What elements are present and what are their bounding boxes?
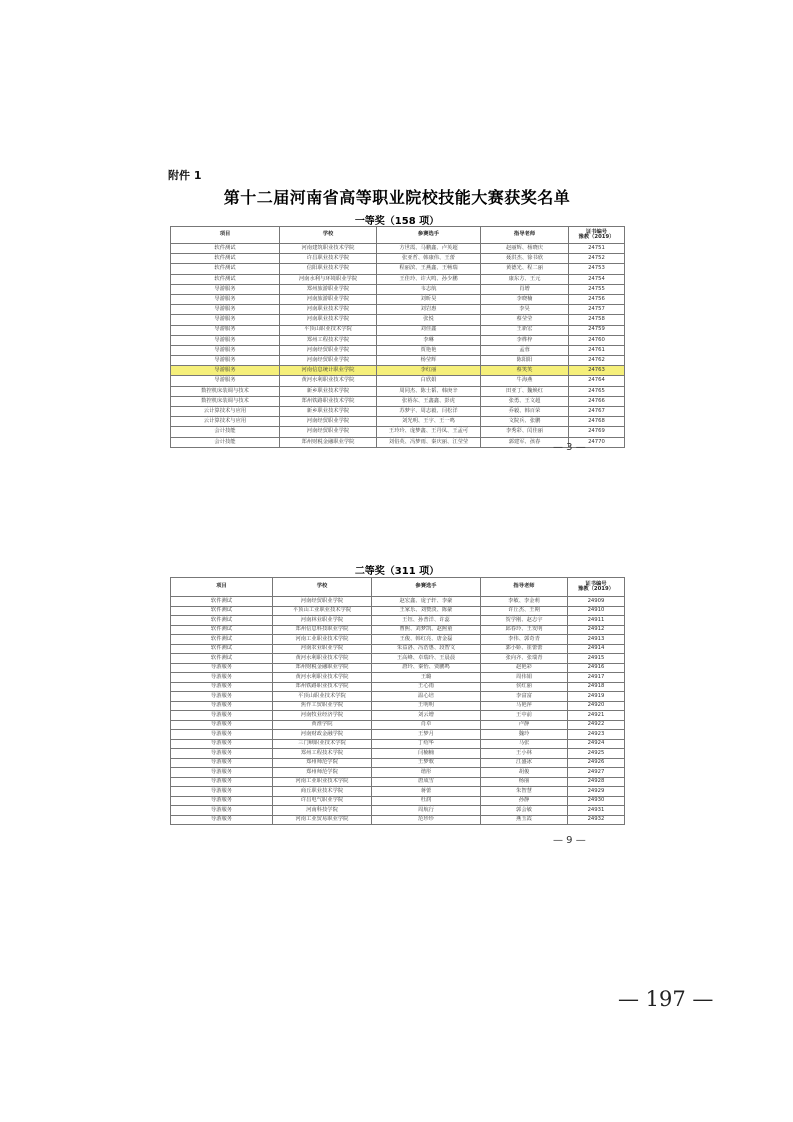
cell-project: 导游服务	[171, 768, 273, 778]
cell-school: 郑州师范学院	[273, 758, 372, 768]
cell-school: 新乡职业技术学院	[280, 407, 377, 417]
cell-school: 郑州师范学院	[273, 768, 372, 778]
cell-project: 导游服务	[171, 796, 273, 806]
second-prize-table	[170, 577, 625, 825]
cell-certificate-no: 24929	[568, 787, 625, 797]
cell-school: 河南农业职业学院	[273, 644, 372, 654]
table-row	[171, 806, 625, 816]
cell-school: 焦作工贸职业学院	[273, 701, 372, 711]
table-row	[171, 644, 625, 654]
cell-contestants: 张悦	[377, 315, 481, 325]
cell-school: 河南经贸职业学院	[273, 597, 372, 607]
cell-school: 河南经贸职业学院	[280, 417, 377, 427]
cell-project: 导游服务	[171, 806, 273, 816]
cell-school: 河南牧业经济学院	[273, 711, 372, 721]
cell-project: 软件测试	[171, 616, 273, 626]
cell-contestants: 赵宏鑫、庞子轩、李豪	[372, 597, 481, 607]
cell-school: 三门峡职业技术学院	[273, 739, 372, 749]
cell-contestants: 周航行	[372, 806, 481, 816]
cell-contestants: 刘云增	[372, 711, 481, 721]
cell-project: 会计技能	[171, 437, 280, 447]
cell-certificate-no: 24931	[568, 806, 625, 816]
cell-instructors: 李伟、郭奇青	[481, 635, 568, 645]
cell-contestants: 张亚哲、韩康伟、王蕾	[377, 254, 481, 264]
cell-instructors: 黄德光、程二丽	[481, 264, 569, 274]
cell-instructors: 郭会敏	[481, 806, 568, 816]
cell-school: 河南经贸职业学院	[280, 427, 377, 437]
cell-instructors: 郭建军、孩春	[481, 437, 569, 447]
footer-page-number: — 197 —	[618, 987, 714, 1011]
cell-certificate-no: 24926	[568, 758, 625, 768]
cell-school: 河南旅游职业学院	[280, 294, 377, 304]
cell-certificate-no: 24930	[568, 796, 625, 806]
cell-project: 数控机床装调与技术	[171, 386, 280, 396]
page-number-3: — 3 —	[553, 442, 586, 453]
cell-project: 导游服务	[171, 284, 280, 294]
cell-certificate-no: 24915	[568, 654, 625, 664]
cell-instructors: 李晓楠	[481, 294, 569, 304]
document-title: 第十二届河南省高等职业院校技能大赛获奖名单	[223, 188, 571, 207]
cell-instructors: 李桦梓	[481, 335, 569, 345]
cell-instructors: 康东方、王元	[481, 274, 569, 284]
cell-project: 导游服务	[171, 325, 280, 335]
cell-certificate-no: 24751	[569, 244, 625, 254]
cell-contestants: 王梦歌	[372, 758, 481, 768]
cell-certificate-no: 24757	[569, 305, 625, 315]
cell-contestants: 唐玲、秦怡、贾鹏鸣	[372, 663, 481, 673]
cell-instructors: 王小林	[481, 749, 568, 759]
cell-instructors: 魏玲	[481, 730, 568, 740]
cell-contestants: 刘光明、王宇、王一鸣	[377, 417, 481, 427]
cell-certificate-no: 24916	[568, 663, 625, 673]
cell-project: 软件测试	[171, 625, 273, 635]
cell-project: 导游服务	[171, 345, 280, 355]
cell-project: 导游服务	[171, 356, 280, 366]
cell-instructors: 孙静	[481, 796, 568, 806]
cell-instructors: 卢静	[481, 720, 568, 730]
cell-contestants: 王心雨	[372, 682, 481, 692]
cell-instructors: 田亚丁、魏焕红	[481, 386, 569, 396]
cell-contestants: 张裕东、王鑫鑫、彭虎	[377, 396, 481, 406]
cell-instructors: 陈阳阳	[481, 356, 569, 366]
cell-project: 导游服务	[171, 730, 273, 740]
cell-instructors: 马张	[481, 739, 568, 749]
cell-contestants: 杜润	[372, 796, 481, 806]
cell-instructors: 朱智慧	[481, 787, 568, 797]
cell-instructors: 文院兵、张鹏	[481, 417, 569, 427]
cell-instructors: 张向齐、张瑞青	[481, 654, 568, 664]
cell-school: 信阳职业技术学院	[280, 264, 377, 274]
cell-instructors: 张勇、王文超	[481, 396, 569, 406]
cell-project: 软件测试	[171, 606, 273, 616]
cell-project: 导游服务	[171, 692, 273, 702]
cell-certificate-no: 24928	[568, 777, 625, 787]
cell-certificate-no: 24761	[569, 345, 625, 355]
table-row	[171, 254, 625, 264]
cell-certificate-no: 24770	[569, 437, 625, 447]
cell-certificate-no: 24913	[568, 635, 625, 645]
cell-contestants: 蒋蕾	[372, 787, 481, 797]
cell-project: 软件测试	[171, 635, 273, 645]
cell-school: 河南财政金融学院	[273, 730, 372, 740]
table-row	[171, 730, 625, 740]
cell-instructors: 李富富	[481, 692, 568, 702]
cell-school: 河南信息统计职业学院	[280, 366, 377, 376]
cell-project: 软件测试	[171, 597, 273, 607]
cell-certificate-no: 24927	[568, 768, 625, 778]
table-row	[171, 366, 625, 376]
table-row	[171, 305, 625, 315]
cell-instructors: 马艳萍	[481, 701, 568, 711]
cell-contestants: 丁绍华	[372, 739, 481, 749]
cell-project: 导游服务	[171, 305, 280, 315]
cell-instructors: 蔡笑笑	[481, 366, 569, 376]
table-row	[171, 663, 625, 673]
cell-instructors: 蔡莹莹	[481, 315, 569, 325]
cell-school: 河南职业技术学院	[280, 305, 377, 315]
column-header-project: 项目	[171, 578, 273, 597]
cell-project: 软件测试	[171, 264, 280, 274]
table-row	[171, 417, 625, 427]
cell-certificate-no: 24910	[568, 606, 625, 616]
table-row	[171, 720, 625, 730]
second-prize-heading: 二等奖（311 项）	[354, 566, 440, 577]
cell-project: 软件测试	[171, 644, 273, 654]
cell-certificate-no: 24768	[569, 417, 625, 427]
cell-instructors: 郭小娇、崔蕾蕾	[481, 644, 568, 654]
table-row	[171, 682, 625, 692]
table-row	[171, 739, 625, 749]
cell-school: 黄河水利职业技术学院	[273, 654, 372, 664]
cell-project: 导游服务	[171, 758, 273, 768]
cell-certificate-no: 24756	[569, 294, 625, 304]
cell-certificate-no: 24922	[568, 720, 625, 730]
cell-certificate-no: 24760	[569, 335, 625, 345]
column-header-instructors: 指导老师	[481, 578, 568, 597]
cell-certificate-no: 24754	[569, 274, 625, 284]
cell-school: 河南科技学院	[273, 806, 372, 816]
cell-contestants: 王高峰、卓瑞玲、王晨晨	[372, 654, 481, 664]
cell-project: 导游服务	[171, 815, 273, 825]
column-header-contestants: 参赛选手	[372, 578, 481, 597]
attachment-label: 附件 1	[168, 169, 202, 182]
cell-instructors: 肖增	[481, 284, 569, 294]
cell-project: 导游服务	[171, 749, 273, 759]
cell-certificate-no: 24769	[569, 427, 625, 437]
table-row	[171, 396, 625, 406]
cell-school: 郑州铁路职业技术学院	[273, 682, 372, 692]
table-row	[171, 635, 625, 645]
table-row	[171, 325, 625, 335]
cell-school: 许昌职业技术学院	[280, 254, 377, 264]
column-header-school: 学校	[280, 227, 377, 244]
table-row	[171, 692, 625, 702]
cell-instructors: 周伟娟	[481, 673, 568, 683]
table-row	[171, 244, 625, 254]
cell-contestants: 曹熙、刘梦凯、赵熙童	[372, 625, 481, 635]
cell-project: 导游服务	[171, 294, 280, 304]
cell-project: 云计算技术与应用	[171, 407, 280, 417]
cell-project: 导游服务	[171, 739, 273, 749]
cell-instructors: 杨丽	[481, 777, 568, 787]
cell-school: 许昌电气职业学院	[273, 796, 372, 806]
cell-contestants: 杨莹辉	[377, 356, 481, 366]
cell-school: 郑州信息科技职业学院	[273, 625, 372, 635]
cell-school: 平顶山职业技术学院	[280, 325, 377, 335]
cell-certificate-no: 24911	[568, 616, 625, 626]
page-number-9: — 9 —	[553, 835, 586, 846]
cell-school: 郑州财税金融职业学院	[280, 437, 377, 447]
table-row	[171, 654, 625, 664]
cell-school: 郑州铁路职业技术学院	[280, 396, 377, 406]
cell-instructors: 聂洪杰、徐书欣	[481, 254, 569, 264]
cell-instructors: 牛海燕	[481, 376, 569, 386]
cell-project: 导游服务	[171, 663, 273, 673]
table-row	[171, 701, 625, 711]
cell-contestants: 刘昕昊	[377, 294, 481, 304]
cell-contestants: 刘岩惠	[377, 305, 481, 315]
cell-school: 新乡职业技术学院	[280, 386, 377, 396]
cell-school: 商丘职业技术学院	[273, 787, 372, 797]
cell-project: 导游服务	[171, 682, 273, 692]
cell-certificate-no: 24919	[568, 692, 625, 702]
table-row	[171, 386, 625, 396]
table-row	[171, 606, 625, 616]
table-row	[171, 427, 625, 437]
cell-project: 导游服务	[171, 720, 273, 730]
cell-school: 郑州财税金融职业学院	[273, 663, 372, 673]
cell-project: 软件测试	[171, 244, 280, 254]
cell-certificate-no: 24909	[568, 597, 625, 607]
cell-instructors: 李敏、李金莉	[481, 597, 568, 607]
cell-instructors: 赵丽辉、杨晓庆	[481, 244, 569, 254]
table-row	[171, 335, 625, 345]
cell-school: 郑州旅游职业学院	[280, 284, 377, 294]
cell-contestants: 刘佳鑫	[377, 325, 481, 335]
cell-contestants: 王钰、孙普洋、许蕊	[372, 616, 481, 626]
cell-school: 郑州工程技术学院	[273, 749, 372, 759]
column-header-certificate-no: 证书编号 豫教（2019）	[568, 578, 625, 597]
cell-contestants: 肖卓	[372, 720, 481, 730]
cell-project: 软件测试	[171, 254, 280, 264]
cell-contestants: 白欣娟	[377, 376, 481, 386]
cell-instructors: 贺学刚、赵志宇	[481, 616, 568, 626]
cell-certificate-no: 24752	[569, 254, 625, 264]
cell-instructors: 许丘杰、王期	[481, 606, 568, 616]
cell-instructors: 李秀彩、闰佳丽	[481, 427, 569, 437]
column-header-contestants: 参赛选手	[377, 227, 481, 244]
cell-contestants: 苏梦宇、周志毅、闫松洋	[377, 407, 481, 417]
cell-school: 河南经贸职业学院	[280, 345, 377, 355]
cell-certificate-no: 24753	[569, 264, 625, 274]
cell-contestants: 王俊、韩红亮、唐金磊	[372, 635, 481, 645]
cell-school: 河南工业职业技术学院	[273, 777, 372, 787]
cell-certificate-no: 24923	[568, 730, 625, 740]
cell-contestants: 王明明	[372, 701, 481, 711]
cell-school: 郑州工程技术学院	[280, 335, 377, 345]
cell-certificate-no: 24912	[568, 625, 625, 635]
cell-school: 黄河水利职业技术学院	[280, 376, 377, 386]
table-row	[171, 673, 625, 683]
cell-certificate-no: 24762	[569, 356, 625, 366]
column-header-project: 项目	[171, 227, 280, 244]
cell-project: 导游服务	[171, 777, 273, 787]
cell-school: 河南职业技术学院	[280, 315, 377, 325]
cell-project: 导游服务	[171, 366, 280, 376]
table-row	[171, 376, 625, 386]
cell-contestants: 王璐	[372, 673, 481, 683]
table-row	[171, 768, 625, 778]
cell-project: 数控机床装调与技术	[171, 396, 280, 406]
cell-project: 导游服务	[171, 376, 280, 386]
column-header-certificate-no: 证书编号 豫教（2019）	[569, 227, 625, 244]
cell-instructors: 王新宏	[481, 325, 569, 335]
cell-contestants: 朱益洛、冯浩惠、段智文	[372, 644, 481, 654]
cell-contestants: 方世霞、马鹏鑫、卢英超	[377, 244, 481, 254]
cell-certificate-no: 24917	[568, 673, 625, 683]
cell-school: 平顶山职业技术学院	[273, 692, 372, 702]
cell-project: 导游服务	[171, 787, 273, 797]
cell-school: 黄淮学院	[273, 720, 372, 730]
cell-school: 河南林业职业学院	[273, 616, 372, 626]
cell-school: 河南经贸职业学院	[280, 356, 377, 366]
cell-instructors: 李昊	[481, 305, 569, 315]
cell-certificate-no: 24767	[569, 407, 625, 417]
cell-contestants: 范珍珍	[372, 815, 481, 825]
cell-contestants: 贾艳艳	[377, 345, 481, 355]
cell-school: 平顶山工业职业技术学院	[273, 606, 372, 616]
cell-project: 软件测试	[171, 654, 273, 664]
cell-contestants: 周同杰、陈士韬、韩庚辛	[377, 386, 481, 396]
table-row	[171, 711, 625, 721]
cell-project: 导游服务	[171, 335, 280, 345]
cell-certificate-no: 24766	[569, 396, 625, 406]
table-row	[171, 749, 625, 759]
cell-school: 河南水利与环境职业学院	[280, 274, 377, 284]
table-row	[171, 294, 625, 304]
cell-contestants: 程丽滨、王燕鑫、王畅瑞	[377, 264, 481, 274]
first-prize-heading: 一等奖（158 项）	[354, 216, 440, 227]
table-row	[171, 264, 625, 274]
table-row	[171, 777, 625, 787]
cell-instructors: 乔毅、韩百荣	[481, 407, 569, 417]
cell-certificate-no: 24924	[568, 739, 625, 749]
column-header-instructors: 指导老师	[481, 227, 569, 244]
cell-certificate-no: 24758	[569, 315, 625, 325]
cell-instructors: 侯红丽	[481, 682, 568, 692]
cell-contestants: 李红丽	[377, 366, 481, 376]
cell-contestants: 刘俗英、冯梦雨、秦庆丽、江莹莹	[377, 437, 481, 447]
cell-contestants: 李琳	[377, 335, 481, 345]
cell-instructors: 王中前	[481, 711, 568, 721]
cell-school: 河南建筑职业技术学院	[280, 244, 377, 254]
cell-contestants: 温心培	[372, 692, 481, 702]
cell-instructors: 胡俊	[481, 768, 568, 778]
cell-contestants: 谐彤	[372, 768, 481, 778]
cell-contestants: 王玲玲、庞梦鑫、王丹凤、王孟可	[377, 427, 481, 437]
cell-certificate-no: 24759	[569, 325, 625, 335]
cell-certificate-no: 24920	[568, 701, 625, 711]
cell-contestants: 闫楠楠	[372, 749, 481, 759]
table-row	[171, 284, 625, 294]
cell-certificate-no: 24914	[568, 644, 625, 654]
cell-project: 会计技能	[171, 427, 280, 437]
cell-instructors: 邱春玲、王发明	[481, 625, 568, 635]
cell-contestants: 王佳玲、许大鸣、孙少鹏	[377, 274, 481, 284]
cell-certificate-no: 24755	[569, 284, 625, 294]
cell-project: 软件测试	[171, 274, 280, 284]
cell-instructors: 孟蓉	[481, 345, 569, 355]
cell-project: 导游服务	[171, 315, 280, 325]
cell-project: 导游服务	[171, 673, 273, 683]
table-row	[171, 758, 625, 768]
cell-instructors: 燕玉霞	[481, 815, 568, 825]
cell-project: 云计算技术与应用	[171, 417, 280, 427]
cell-certificate-no: 24921	[568, 711, 625, 721]
table-row	[171, 597, 625, 607]
cell-project: 导游服务	[171, 701, 273, 711]
cell-contestants: 王梦月	[372, 730, 481, 740]
cell-certificate-no: 24764	[569, 376, 625, 386]
table-row	[171, 787, 625, 797]
table-row	[171, 356, 625, 366]
cell-school: 黄河水利职业技术学院	[273, 673, 372, 683]
table-row	[171, 625, 625, 635]
table-row	[171, 274, 625, 284]
cell-certificate-no: 24763	[569, 366, 625, 376]
cell-certificate-no: 24932	[568, 815, 625, 825]
table-row	[171, 407, 625, 417]
cell-certificate-no: 24925	[568, 749, 625, 759]
cell-contestants: 韦志航	[377, 284, 481, 294]
cell-certificate-no: 24918	[568, 682, 625, 692]
cell-certificate-no: 24765	[569, 386, 625, 396]
cell-instructors: 赵艳彩	[481, 663, 568, 673]
table-row	[171, 315, 625, 325]
table-row	[171, 345, 625, 355]
cell-instructors: 江盛冰	[481, 758, 568, 768]
table-row	[171, 616, 625, 626]
cell-project: 导游服务	[171, 711, 273, 721]
first-prize-table	[170, 226, 625, 448]
table-row	[171, 796, 625, 806]
cell-school: 河南工业贸易职业学院	[273, 815, 372, 825]
column-header-school: 学校	[273, 578, 372, 597]
cell-school: 河南工业职业技术学院	[273, 635, 372, 645]
cell-contestants: 王家乐、刘赞淡、陈豪	[372, 606, 481, 616]
table-row	[171, 815, 625, 825]
cell-contestants: 唐成雪	[372, 777, 481, 787]
